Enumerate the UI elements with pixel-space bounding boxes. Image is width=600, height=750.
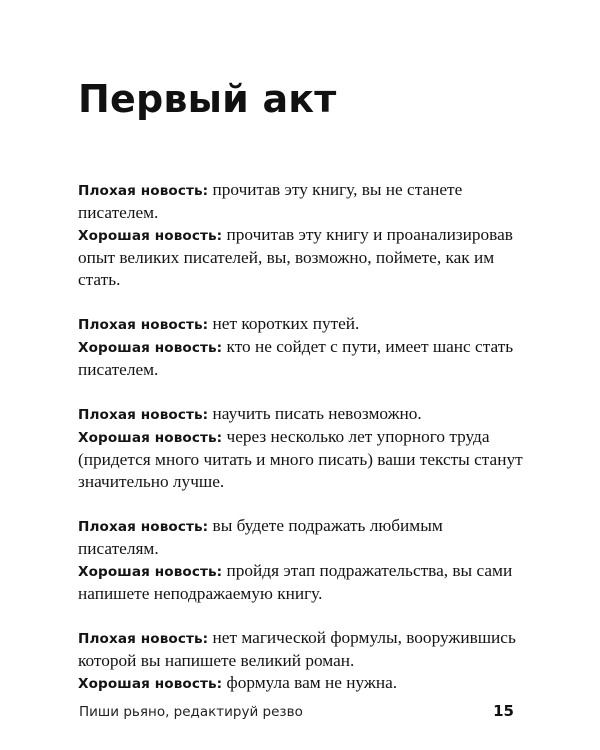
good-news-label: Хорошая новость: [78,564,223,580]
good-news-text: формула вам не нужна. [222,673,398,692]
good-news-label: Хорошая новость: [78,676,223,692]
bad-news-text: нет магической формулы, вооружившись которой вы напишете великий роман. [78,628,516,670]
bad-news-label: Плохая новость: [78,183,209,199]
good-news-text: пройдя этап подражательства, вы сами напишете неподражаемую книгу. [78,561,513,603]
good-news-paragraph [78,672,526,695]
bad-news-paragraph [78,515,526,560]
bad-news-label: Плохая новость: [78,407,209,423]
bad-news-label: Плохая новость: [78,519,209,535]
news-pair-4 [78,515,526,605]
bad-news-paragraph [78,179,526,224]
news-pair-5 [78,627,526,695]
bad-news-text: прочитав эту книгу, вы не станете писателем. [78,180,463,222]
bad-news-paragraph [78,627,526,672]
bad-news-paragraph [78,403,526,426]
page-number: 15 [493,702,514,720]
good-news-text: кто не сойдет с пути, имеет шанс стать писателем. [78,337,514,379]
bad-news-text: научить писать невозможно. [208,404,422,423]
good-news-label: Хорошая новость: [78,340,223,356]
page-body [78,179,526,717]
good-news-text: прочитав эту книгу и проанализировав опыт великих писателей, вы, возможно, поймете, как им стать. [78,225,513,289]
chapter-title: Первый акт [78,77,337,121]
good-news-paragraph [78,426,526,493]
bad-news-text: нет коротких путей. [208,314,360,333]
good-news-label: Хорошая новость: [78,228,223,244]
running-footer-title: Пиши рьяно, редактируй резво [79,704,303,720]
bad-news-label: Плохая новость: [78,317,209,333]
good-news-paragraph [78,336,526,381]
good-news-paragraph [78,560,526,605]
good-news-label: Хорошая новость: [78,430,223,446]
good-news-text: через несколько лет упорного труда (придется много читать и много писать) ваши тексты станут значительно лучше. [78,427,523,491]
bad-news-text: вы будете подражать любимым писателям. [78,516,443,558]
news-pair-2 [78,313,526,381]
news-pair-3 [78,403,526,493]
news-pair-1 [78,179,526,291]
bad-news-label: Плохая новость: [78,631,209,647]
good-news-paragraph [78,224,526,291]
bad-news-paragraph [78,313,526,336]
